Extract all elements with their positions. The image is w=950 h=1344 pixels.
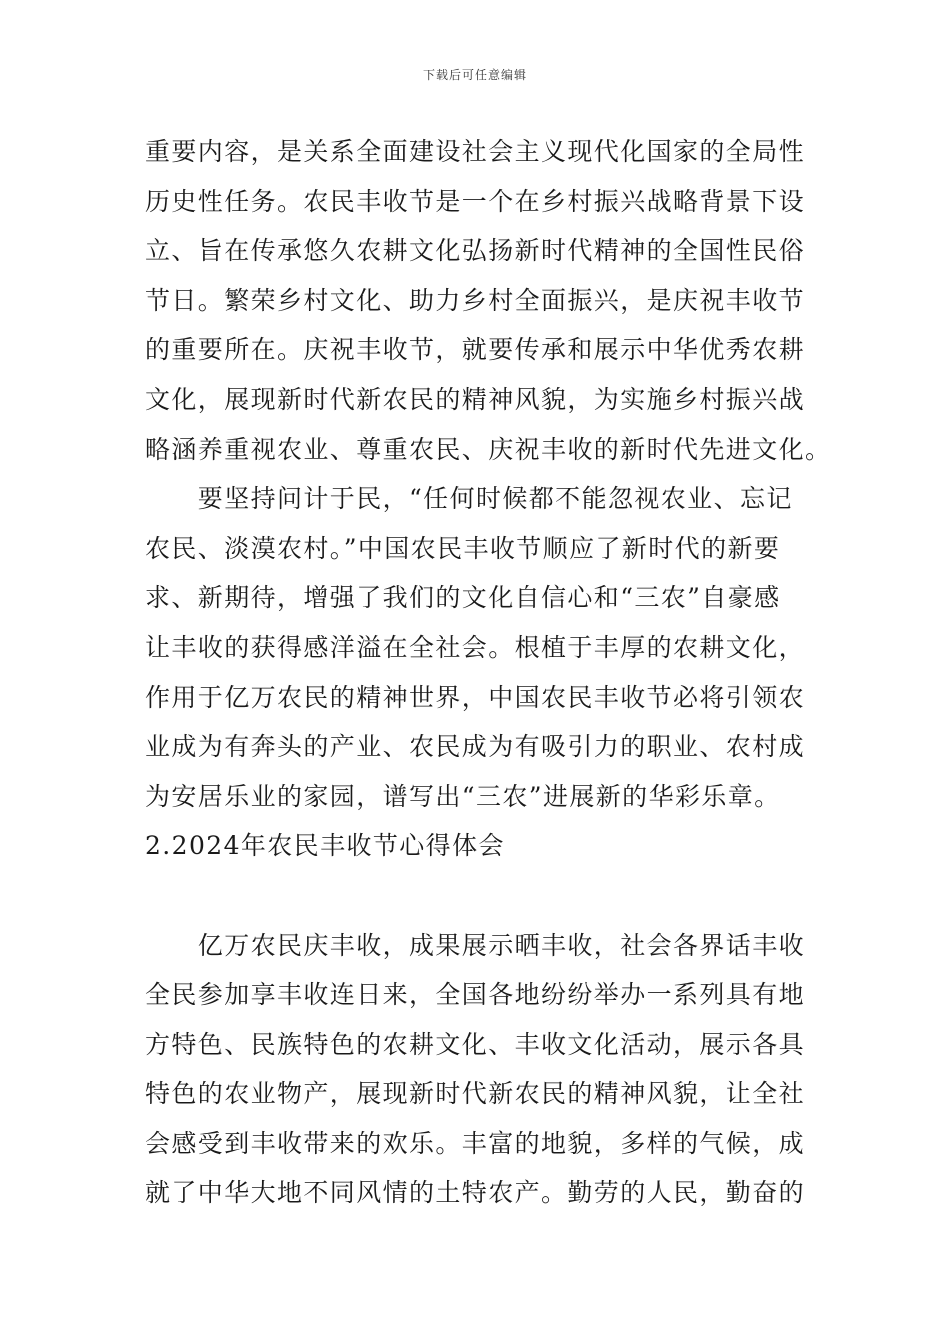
text-line: 让丰收的获得感洋溢在全社会。根植于丰厚的农耕文化， (145, 632, 806, 662)
blank-line (145, 871, 810, 921)
text-line: 重要内容，是关系全面建设社会主义现代化国家的全局性 (145, 137, 806, 166)
text-line: 业成为有奔头的产业、农民成为有吸引力的职业、农村成 (145, 732, 806, 762)
text-line: 就了中华大地不同风情的土特农产。勤劳的人民，勤奋的 (145, 1178, 806, 1208)
text-line: 立、旨在传承悠久农耕文化弘扬新时代精神的全国性民俗 (145, 236, 806, 266)
text-line: 会感受到丰收带来的欢乐。丰富的地貌，多样的气候，成 (145, 1128, 806, 1158)
text-line: 为安居乐业的家园，谱写出“三农”进展新的华彩乐章。 (145, 781, 781, 811)
text-line: 特色的农业物产，展现新时代新农民的精神风貌，让全社 (145, 1079, 806, 1109)
page-header: 下载后可任意编辑 (422, 68, 527, 82)
paragraph-1 (145, 127, 832, 474)
text-line: 节日。繁荣乡村文化、助力乡村全面振兴，是庆祝丰收节 (145, 285, 806, 315)
text-line: 求、新期待，增强了我们的文化自信心和“三农”自豪感 (145, 583, 781, 613)
text-line: 全民参加享丰收连日来，全国各地纷纷举办一系列具有地 (145, 980, 806, 1010)
text-line: 历史性任务。农民丰收节是一个在乡村振兴战略背景下设 (145, 186, 806, 216)
text-line: 的重要所在。庆祝丰收节，就要传承和展示中华优秀农耕 (145, 335, 806, 365)
text-line: 作用于亿万农民的精神世界，中国农民丰收节必将引领农 (145, 682, 806, 712)
text-line: 方特色、民族特色的农耕文化、丰收文化活动，展示各具 (145, 1029, 806, 1059)
paragraph-2 (145, 474, 810, 821)
text-line: 要坚持问计于民，“任何时候都不能忽视农业、忘记 (145, 484, 793, 514)
section-heading: 2.2024年农民丰收节心得体会 (145, 831, 505, 861)
paragraph-3 (145, 921, 810, 1219)
text-line: 亿万农民庆丰收，成果展示晒丰收，社会各界话丰收 (145, 930, 806, 960)
text-line: 略涵养重视农业、尊重农民、庆祝丰收的新时代先进文化。 (145, 434, 832, 464)
text-line: 文化，展现新时代新农民的精神风貌，为实施乡村振兴战 (145, 384, 806, 414)
text-line: 农民、淡漠农村。”中国农民丰收节顺应了新时代的新要 (145, 533, 781, 563)
document-body (145, 127, 832, 1218)
